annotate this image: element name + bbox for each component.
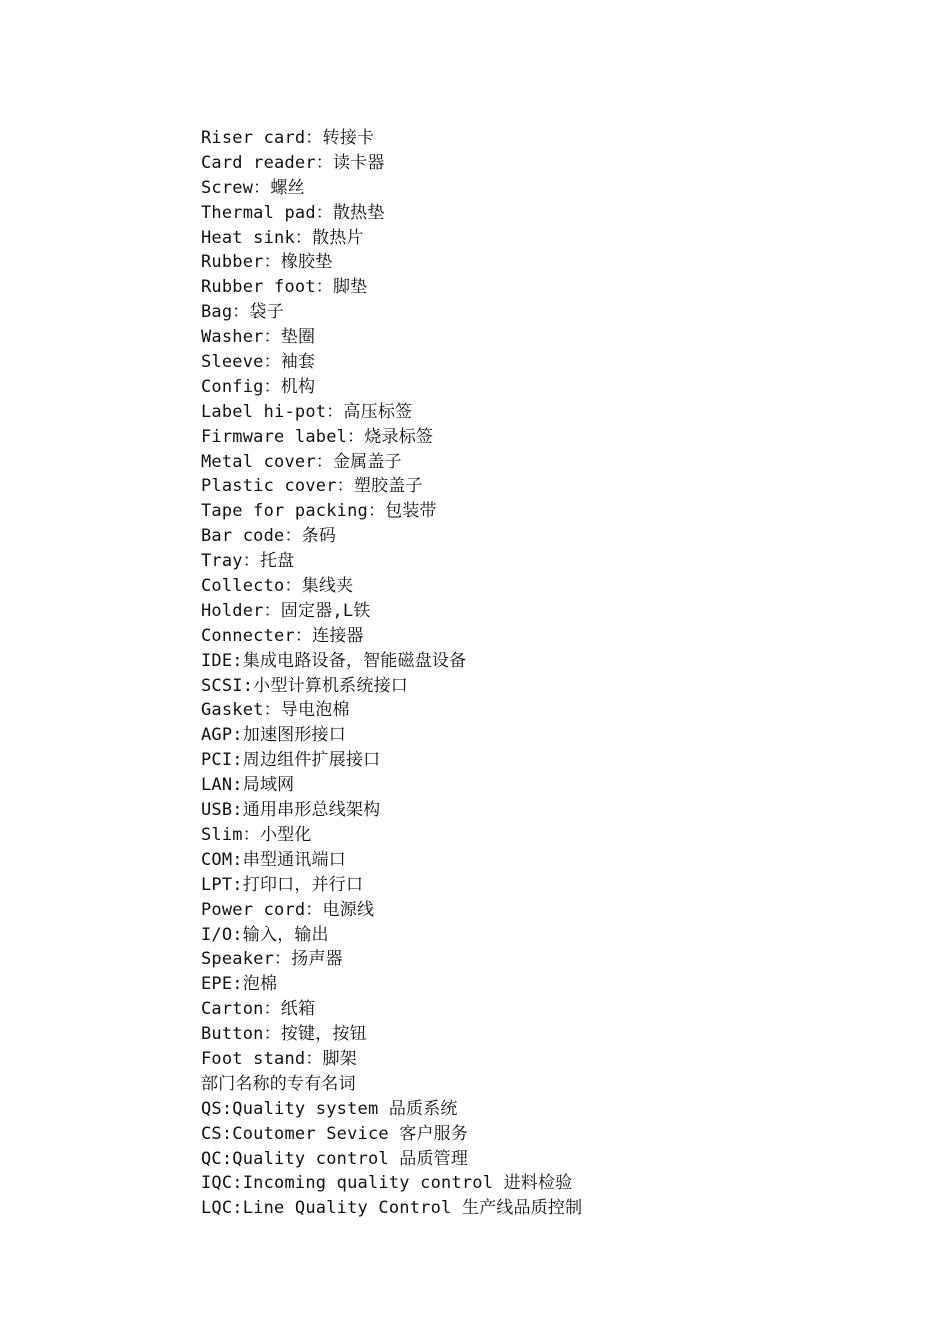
glossary-line: Foot stand：脚架 [201, 1048, 357, 1069]
glossary-line: Metal cover：金属盖子 [201, 451, 402, 472]
glossary-line: IDE:集成电路设备，智能磁盘设备 [201, 650, 467, 671]
glossary-line: Tape for packing：包装带 [201, 501, 437, 522]
glossary-line: Gasket：导电泡棉 [201, 700, 350, 721]
glossary-line: PCI:周边组件扩展接口 [201, 750, 381, 771]
glossary-line: Config：机构 [201, 376, 316, 397]
glossary-line: Bar code：条码 [201, 526, 337, 547]
glossary-line: Thermal pad：散热垫 [201, 202, 385, 223]
glossary-line: Rubber foot：脚垫 [201, 277, 368, 298]
glossary-line: SCSI:小型计算机系统接口 [201, 675, 408, 696]
glossary-line: QS:Quality system 品质系统 [201, 1098, 458, 1119]
glossary-line: Speaker：扬声器 [201, 949, 343, 970]
glossary-line: LQC:Line Quality Control 生产线品质控制 [201, 1198, 583, 1219]
glossary-line: COM:串型通讯端口 [201, 849, 346, 870]
glossary-line: Rubber：橡胶垫 [201, 252, 333, 273]
glossary-line: Holder：固定器,L铁 [201, 600, 371, 621]
glossary-line: Sleeve：袖套 [201, 352, 316, 373]
glossary-list [201, 126, 582, 1221]
glossary-line: Bag：袋子 [201, 302, 284, 323]
glossary-line: Washer：垫圈 [201, 327, 316, 348]
glossary-line: Firmware label：烧录标签 [201, 426, 434, 447]
glossary-line: Card reader：读卡器 [201, 152, 385, 173]
glossary-line: Screw：螺丝 [201, 177, 305, 198]
glossary-line: Tray：托盘 [201, 551, 295, 572]
glossary-line: Label hi-pot：高压标签 [201, 401, 413, 422]
glossary-line: Riser card：转接卡 [201, 128, 375, 148]
glossary-line: CS:Coutomer Sevice 客户服务 [201, 1123, 469, 1144]
section-heading: 部门名称的专有名词 [201, 1073, 356, 1094]
glossary-line: Collecto：集线夹 [201, 576, 354, 597]
glossary-line: I/O:输入，输出 [201, 924, 329, 945]
glossary-line: IQC:Incoming quality control 进料检验 [201, 1173, 573, 1194]
glossary-line: EPE:泡棉 [201, 974, 278, 995]
glossary-line: LPT:打印口，并行口 [201, 874, 364, 895]
glossary-line: Slim：小型化 [201, 824, 312, 845]
glossary-line: Carton：纸箱 [201, 999, 316, 1020]
glossary-line: LAN:局域网 [201, 775, 295, 796]
glossary-line: Power cord：电源线 [201, 899, 375, 920]
glossary-line: AGP:加速图形接口 [201, 725, 346, 746]
glossary-line: USB:通用串形总线架构 [201, 800, 381, 821]
glossary-line: Plastic cover：塑胶盖子 [201, 476, 423, 497]
glossary-line: Button：按键，按钮 [201, 1024, 367, 1045]
glossary-line: Connecter：连接器 [201, 625, 364, 646]
glossary-line: Heat sink：散热片 [201, 227, 364, 248]
glossary-line: QC:Quality control 品质管理 [201, 1148, 469, 1169]
